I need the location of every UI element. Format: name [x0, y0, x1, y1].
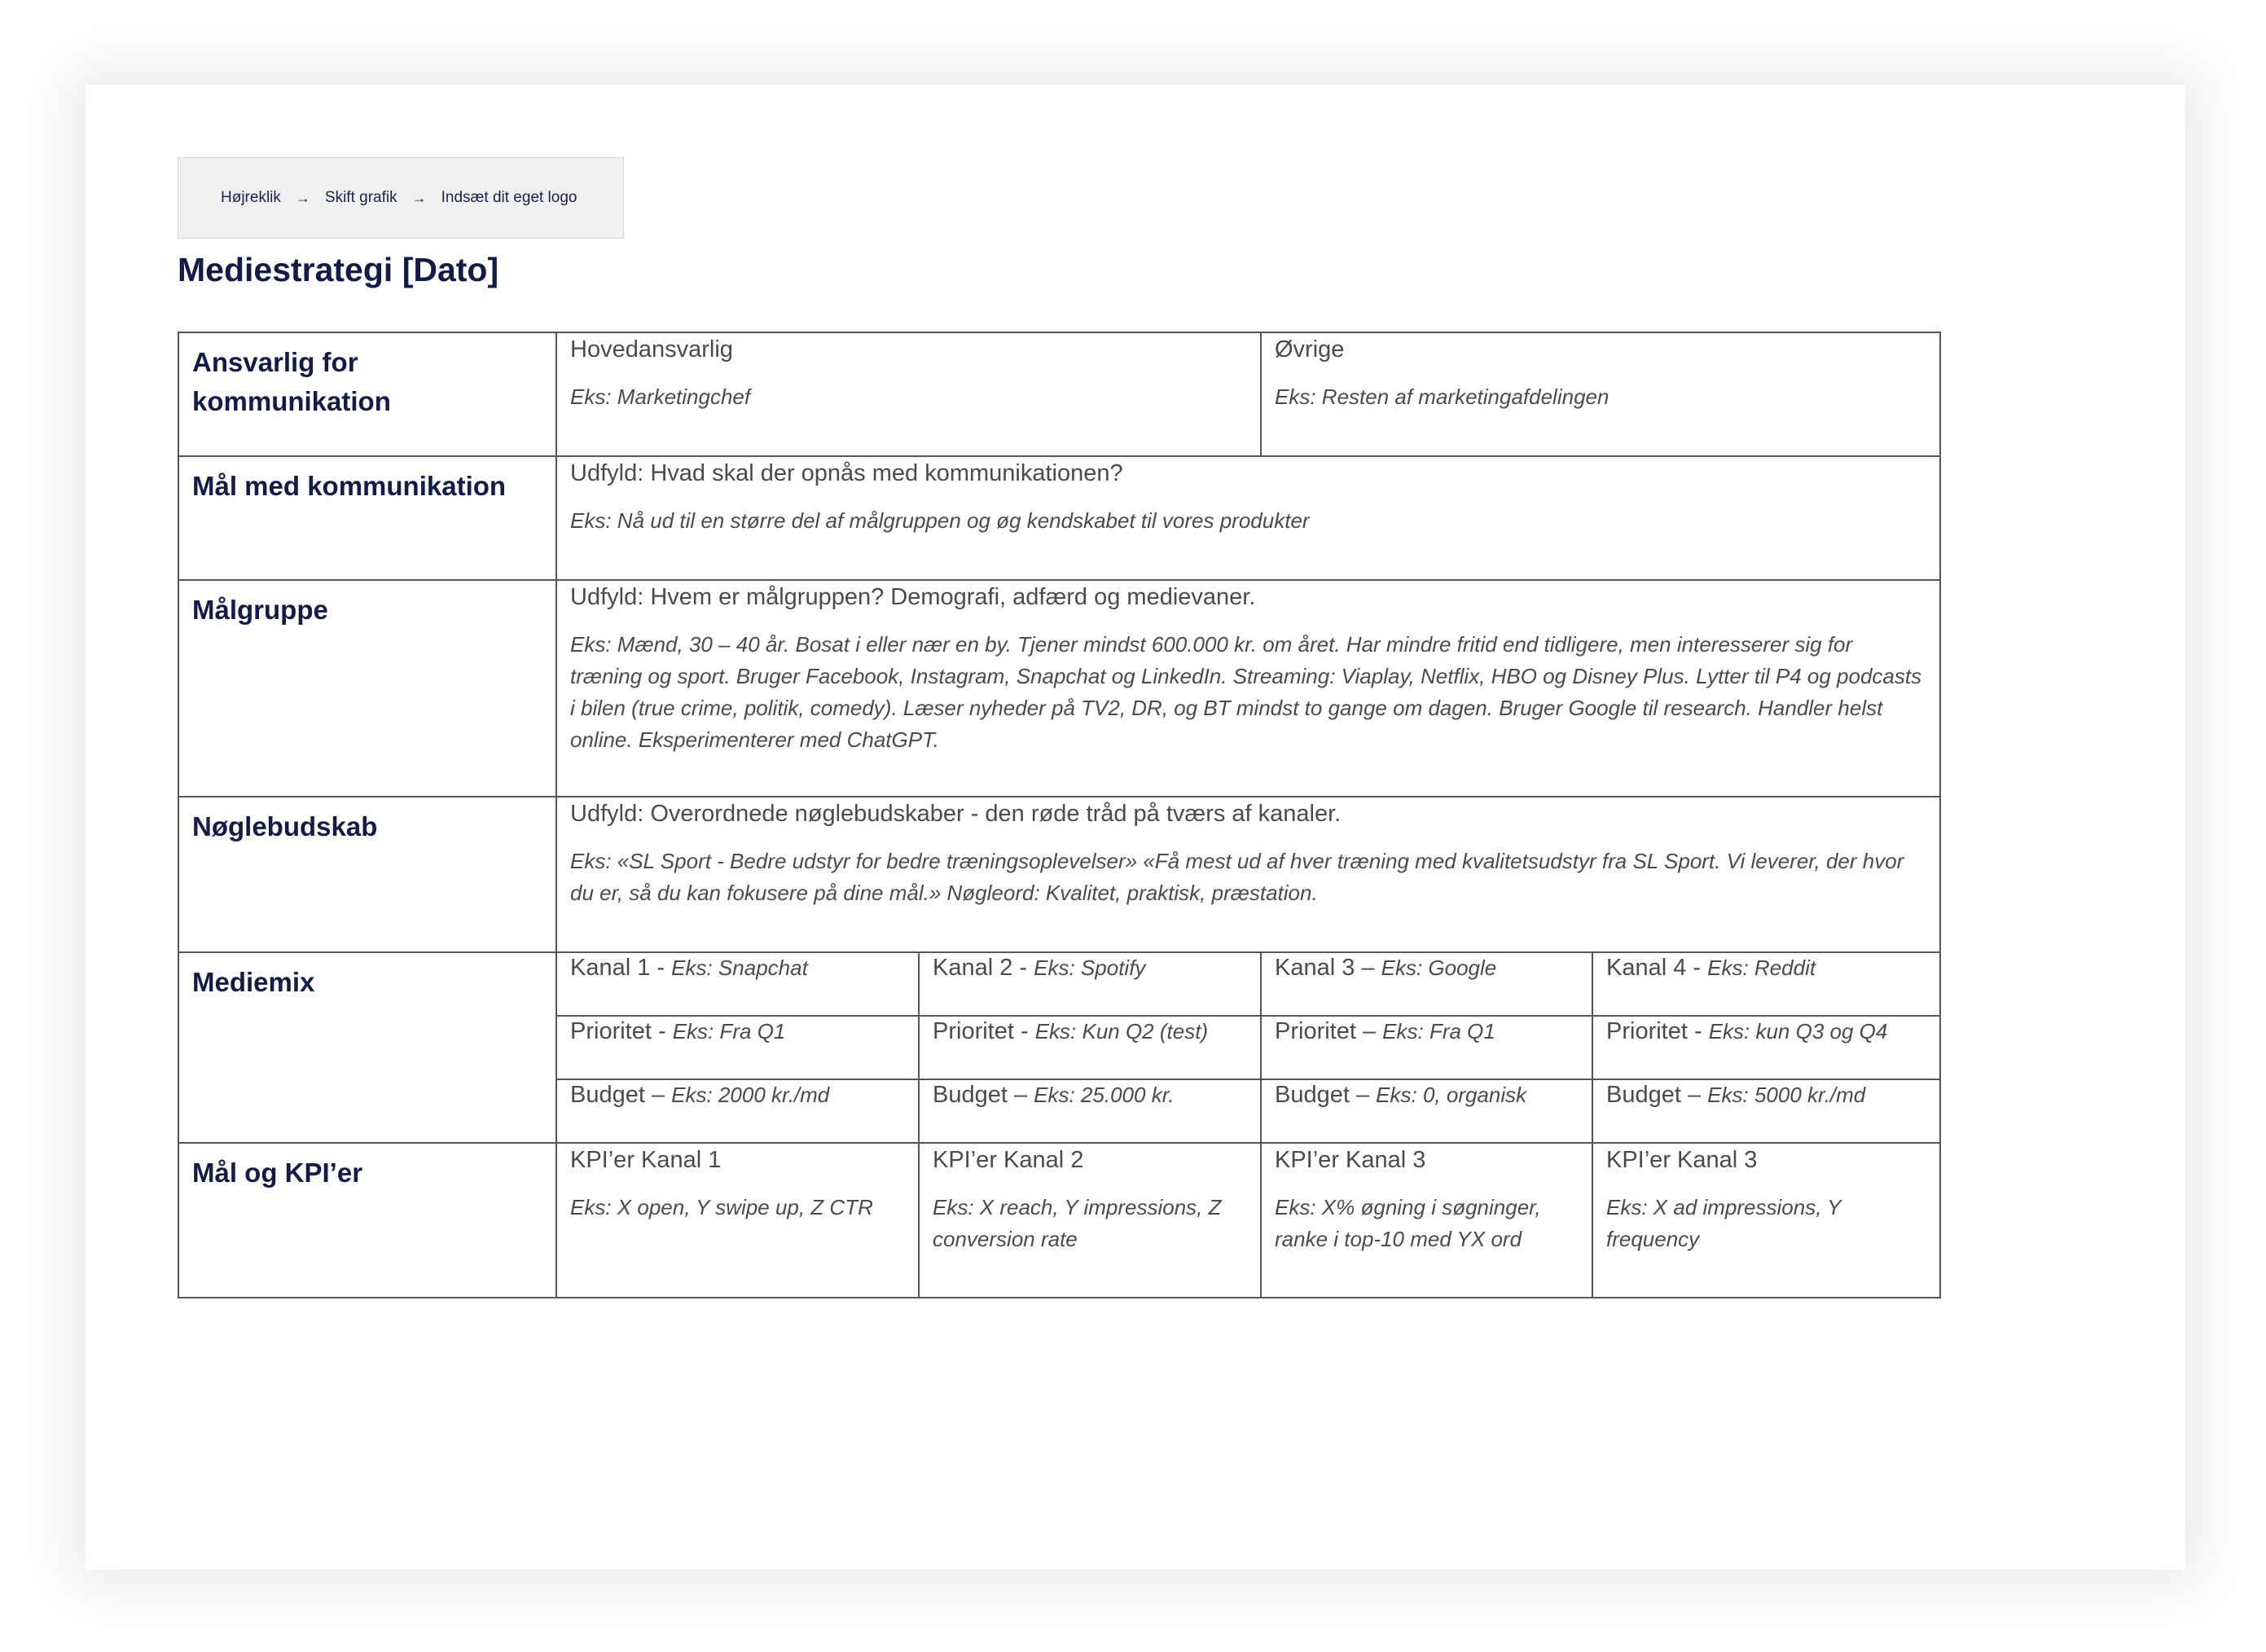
budget-label: Budget –	[1606, 1082, 1708, 1108]
cell-example: Eks: X ad impressions, Y frequency	[1606, 1195, 1842, 1251]
kpi-cell[interactable]	[1592, 1143, 1940, 1298]
channel-name: Kanal 4 -	[1606, 955, 1708, 981]
row-label-message	[178, 797, 556, 952]
priority-cell[interactable]	[1592, 1016, 1940, 1079]
row-label-responsible	[178, 332, 556, 456]
budget-label: Budget –	[570, 1082, 672, 1108]
cell-message[interactable]	[556, 797, 1940, 952]
row-label-mediamix	[178, 952, 556, 1143]
priority-cell[interactable]	[919, 1016, 1261, 1079]
arrow-right-icon: →	[411, 189, 427, 206]
channel-cell[interactable]	[1261, 952, 1592, 1016]
cell-heading: KPI’er Kanal 3	[1606, 1147, 1758, 1173]
channel-cell[interactable]	[556, 952, 919, 1016]
budget-cell[interactable]	[556, 1079, 919, 1143]
table-row-kpi	[178, 1143, 1940, 1298]
kpi-cell[interactable]	[1261, 1143, 1592, 1298]
channel-example: Eks: Spotify	[1034, 956, 1146, 980]
cell-example: Eks: X% øgning i søgninger, ranke i top-10 med YX ord	[1275, 1195, 1541, 1251]
cell-heading: Øvrige	[1275, 336, 1345, 362]
channel-name: Kanal 3 –	[1275, 955, 1381, 981]
cell-example: Eks: Marketingchef	[570, 384, 751, 409]
channel-example: Eks: Google	[1381, 956, 1497, 980]
priority-example: Eks: kun Q3 og Q4	[1708, 1019, 1888, 1043]
instruction-step-change-graphic: Skift grafik	[324, 189, 397, 206]
priority-label: Prioritet –	[1275, 1018, 1383, 1044]
cell-other-responsible[interactable]	[1261, 332, 1940, 456]
kpi-cell[interactable]	[919, 1143, 1261, 1298]
label-text: Mål med kommunikation	[192, 471, 507, 501]
budget-cell[interactable]	[919, 1079, 1261, 1143]
channel-example: Eks: Reddit	[1707, 956, 1816, 980]
priority-label: Prioritet -	[1606, 1018, 1709, 1044]
budget-label: Budget –	[1275, 1082, 1377, 1108]
cell-example: Eks: X open, Y swipe up, Z CTR	[570, 1195, 873, 1219]
cell-goal[interactable]	[556, 456, 1940, 580]
kpi-cell[interactable]	[556, 1143, 919, 1298]
channel-name: Kanal 1 -	[570, 955, 672, 981]
cell-heading: Udfyld: Hvad skal der opnås med kommunikationen?	[570, 460, 1123, 486]
logo-instruction-box[interactable]	[178, 157, 624, 239]
budget-example: Eks: 5000 kr./md	[1707, 1083, 1866, 1107]
row-label-audience	[178, 580, 556, 797]
priority-label: Prioritet -	[933, 1018, 1035, 1044]
document-title[interactable]: Mediestrategi [Dato]	[178, 251, 499, 288]
channel-name: Kanal 2 -	[933, 955, 1034, 981]
cell-example: Eks: Nå ud til en større del af målgruppen og øg kendskabet til vores produkter	[570, 508, 1310, 533]
channel-example: Eks: Snapchat	[671, 956, 808, 980]
table-row-message	[178, 797, 1940, 952]
cell-heading: Udfyld: Overordnede nøglebudskaber - den røde tråd på tværs af kanaler.	[570, 801, 1342, 827]
instruction-step-insert-logo: Indsæt dit eget logo	[441, 189, 577, 206]
row-label-goal	[178, 456, 556, 580]
table-row-goal	[178, 456, 1940, 580]
cell-audience[interactable]	[556, 580, 1940, 797]
table-row-mediamix-channels	[178, 952, 1940, 1016]
media-strategy-table	[178, 332, 1941, 1298]
budget-cell[interactable]	[1261, 1079, 1592, 1143]
label-text: Ansvarlig for kommunikation	[192, 347, 391, 416]
cell-example: Eks: Resten af marketingafdelingen	[1275, 384, 1609, 409]
cell-example: Eks: «SL Sport - Bedre udstyr for bedre træningsoplevelser» «Få mest ud af hver træning med kvalitetsudstyr fra SL Sport. Vi leverer, der hvor du er, så du kan fokusere på dine mål.» Nøgleord: Kvalitet, praktisk, præstation.	[570, 849, 1904, 905]
budget-example: Eks: 0, organisk	[1376, 1083, 1527, 1107]
priority-example: Eks: Fra Q1	[672, 1019, 786, 1043]
cell-example: Eks: Mænd, 30 – 40 år. Bosat i eller nær en by. Tjener mindst 600.000 kr. om året. Har mindre fritid end tidligere, men interesserer sig for træning og sport. Bruger Facebook, Instagram, Snapchat og LinkedIn. Streaming: Viaplay, Netflix, HBO og Disney Plus. Lytter til P4 og podcasts i bilen (true crime, politik, comedy). Læser nyheder på TV2, DR, og BT mindst to gange om dagen. Bruger Google til research. Handler helst online. Eksperimenterer med ChatGPT.	[570, 632, 1922, 752]
budget-example: Eks: 25.000 kr.	[1034, 1083, 1175, 1107]
row-label-kpi	[178, 1143, 556, 1298]
cell-example: Eks: X reach, Y impressions, Z conversion rate	[933, 1195, 1222, 1251]
cell-heading: Udfyld: Hvem er målgruppen? Demografi, adfærd og medievaner.	[570, 584, 1256, 610]
priority-example: Eks: Fra Q1	[1382, 1019, 1495, 1043]
label-text: Mål og KPI’er	[192, 1158, 363, 1188]
cell-heading: KPI’er Kanal 1	[570, 1147, 722, 1173]
budget-example: Eks: 2000 kr./md	[671, 1083, 830, 1107]
channel-cell[interactable]	[919, 952, 1261, 1016]
cell-heading: KPI’er Kanal 2	[933, 1147, 1084, 1173]
cell-heading: Hovedansvarlig	[570, 336, 733, 362]
label-text: Mediemix	[192, 967, 315, 997]
label-text: Målgruppe	[192, 595, 328, 625]
arrow-right-icon: →	[295, 189, 310, 206]
channel-cell[interactable]	[1592, 952, 1940, 1016]
table-row-audience	[178, 580, 1940, 797]
priority-label: Prioritet -	[570, 1018, 673, 1044]
cell-main-responsible[interactable]	[556, 332, 1261, 456]
label-text: Nøglebudskab	[192, 811, 378, 841]
cell-heading: KPI’er Kanal 3	[1275, 1147, 1426, 1173]
priority-cell[interactable]	[1261, 1016, 1592, 1079]
priority-example: Eks: Kun Q2 (test)	[1034, 1019, 1209, 1043]
budget-cell[interactable]	[1592, 1079, 1940, 1143]
budget-label: Budget –	[933, 1082, 1034, 1108]
table-row-responsible	[178, 332, 1940, 456]
priority-cell[interactable]	[556, 1016, 919, 1079]
instruction-step-right-click: Højreklik	[221, 189, 281, 206]
